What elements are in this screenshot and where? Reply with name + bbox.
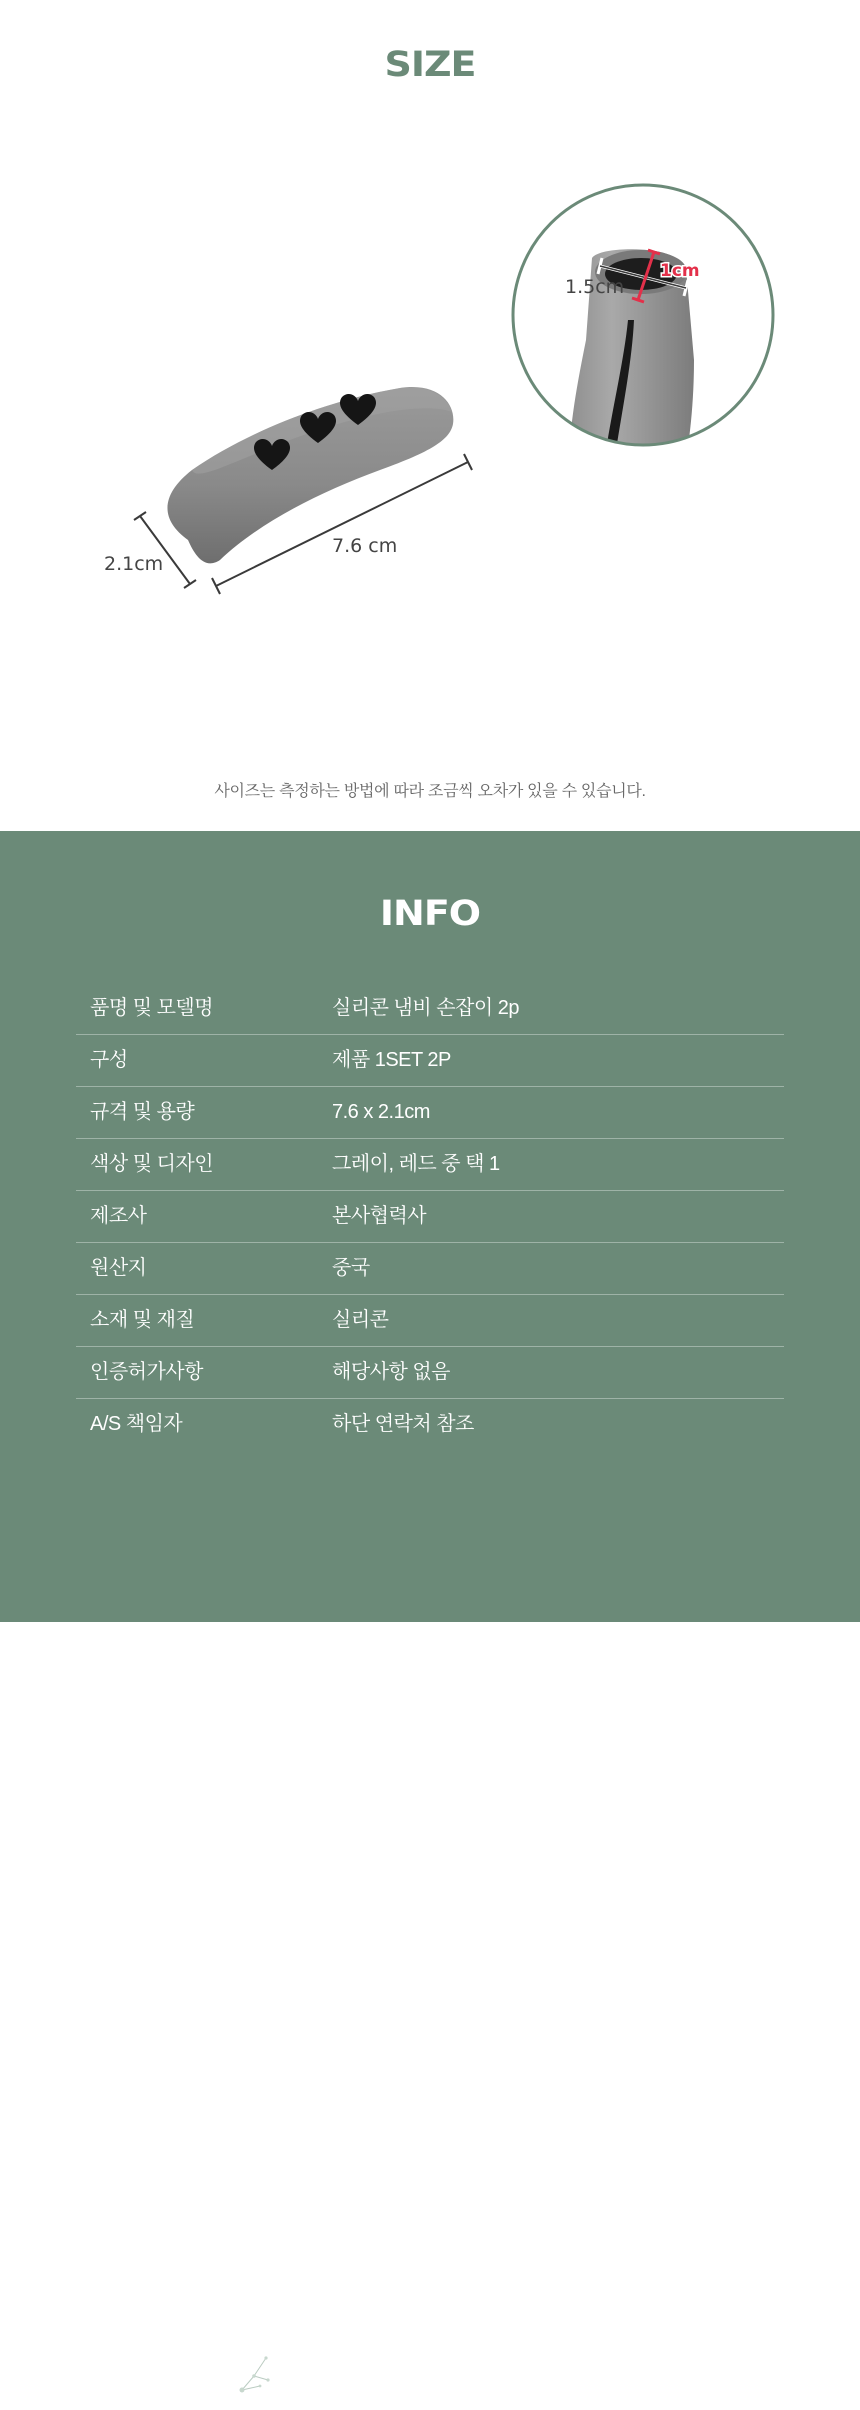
length-label: 7.6 cm bbox=[332, 535, 398, 557]
inner-gap-label: 1cm bbox=[660, 261, 700, 281]
size-diagram bbox=[0, 0, 860, 720]
table-row bbox=[76, 1243, 784, 1295]
info-value: 7.6 x 2.1cm bbox=[332, 1101, 430, 1123]
footer bbox=[0, 2350, 860, 2410]
info-key: 규격 및 용량 bbox=[90, 1101, 195, 1123]
table-row bbox=[76, 1139, 784, 1191]
table-row bbox=[76, 1399, 784, 1450]
made-by-text: Made by YSJ bbox=[388, 2382, 472, 2398]
size-section bbox=[0, 0, 860, 831]
info-key: 소재 및 재질 bbox=[90, 1309, 195, 1331]
info-key: 원산지 bbox=[90, 1257, 147, 1279]
info-value: 해당사항 없음 bbox=[332, 1361, 450, 1383]
info-key: 인증허가사항 bbox=[90, 1361, 203, 1383]
copyright-text: Copyright 2024. Upitkorea all rights reserved. bbox=[289, 2362, 571, 2378]
info-table bbox=[76, 983, 784, 1450]
info-key: 품명 및 모델명 bbox=[90, 997, 214, 1019]
table-row bbox=[76, 1087, 784, 1139]
table-row bbox=[76, 1295, 784, 1347]
info-key: A/S 책임자 bbox=[90, 1413, 183, 1435]
info-value: 실리콘 냄비 손잡이 2p bbox=[332, 997, 519, 1019]
zoom-detail-circle bbox=[513, 185, 773, 470]
handle-product-image bbox=[167, 387, 453, 563]
width-label: 2.1cm bbox=[104, 553, 164, 575]
info-key: 색상 및 디자인 bbox=[90, 1153, 214, 1175]
info-section bbox=[0, 831, 860, 2398]
info-value: 제품 1SET 2P bbox=[332, 1049, 451, 1071]
info-value: 그레이, 레드 중 택 1 bbox=[332, 1153, 500, 1175]
info-heading: INFO bbox=[379, 892, 481, 934]
info-value: 하단 연락처 참조 bbox=[332, 1413, 474, 1435]
table-row bbox=[76, 983, 784, 1035]
info-value: 본사협력사 bbox=[332, 1205, 427, 1227]
size-heading: SIZE bbox=[384, 43, 476, 85]
info-value: 실리콘 bbox=[332, 1309, 389, 1331]
info-key: 구성 bbox=[90, 1049, 128, 1071]
size-disclaimer: 사이즈는 측정하는 방법에 따라 조금씩 오차가 있을 수 있습니다. bbox=[214, 783, 646, 800]
table-row bbox=[76, 1035, 784, 1087]
table-row bbox=[76, 1347, 784, 1399]
table-row bbox=[76, 1191, 784, 1243]
info-key: 제조사 bbox=[90, 1205, 147, 1227]
outer-diameter-label: 1.5cm bbox=[565, 276, 625, 298]
info-value: 중국 bbox=[332, 1257, 370, 1279]
